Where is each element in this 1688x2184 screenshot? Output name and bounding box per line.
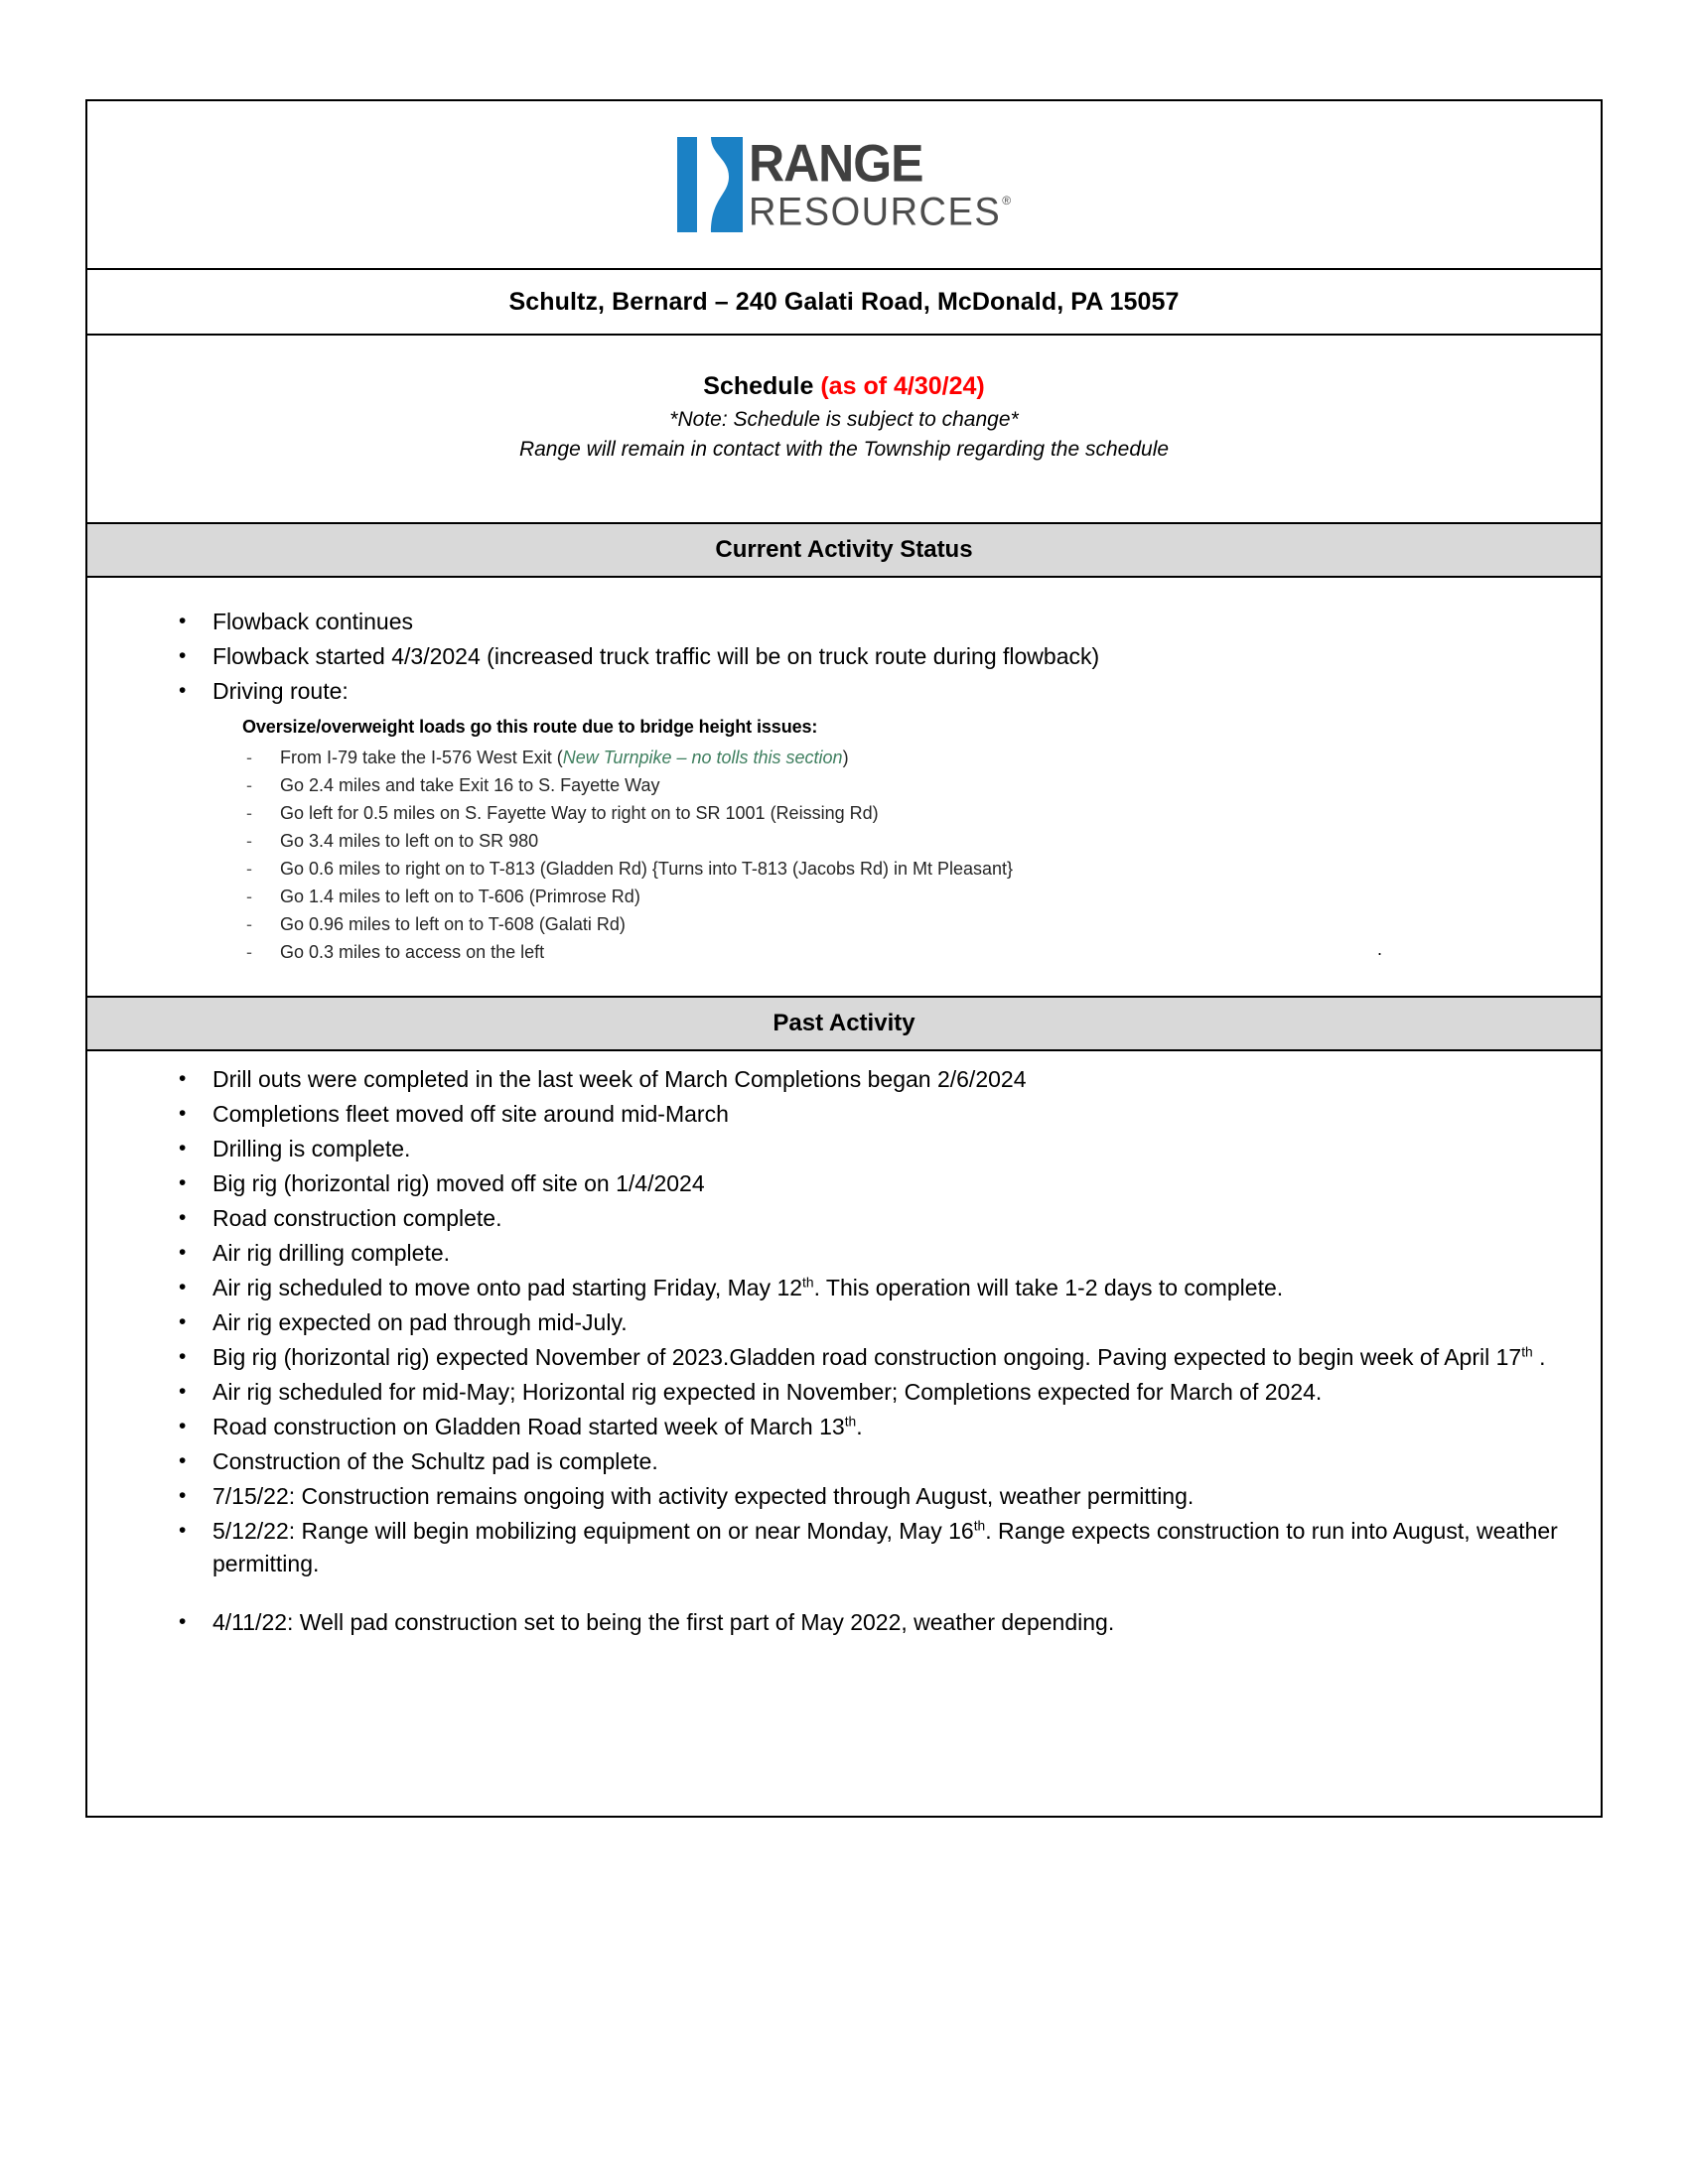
bullet-text-tail: .: [1532, 1344, 1546, 1370]
route-step-text: Go left for 0.5 miles on S. Fayette Way to right on to SR 1001 (Reissing Rd): [280, 803, 879, 823]
bullet-text: Air rig scheduled for mid-May; Horizontal rig expected in November; Completions expected for March of 2024.: [212, 1379, 1323, 1405]
list-item: [127, 1133, 1561, 1165]
bullet-text: 7/15/22: Construction remains ongoing with activity expected through August, weather permitting.: [212, 1483, 1195, 1509]
schedule-note-2: Range will remain in contact with the Township regarding the schedule: [518, 438, 1170, 461]
bullet-text-tail: .: [856, 1414, 863, 1439]
bullet-text: Completions fleet moved off site around mid-March: [212, 1101, 729, 1127]
bullet-text: Construction of the Schultz pad is complete.: [212, 1448, 658, 1474]
schedule-row: [87, 336, 1601, 524]
route-step: [242, 855, 1561, 883]
range-r-mark-icon: [677, 137, 743, 232]
route-step-text: Go 3.4 miles to left on to SR 980: [280, 831, 539, 851]
driving-route-block: [242, 714, 1561, 966]
range-resources-logo: [677, 133, 1012, 234]
driving-route-heading: Oversize/overweight loads go this route due to bridge height issues:: [242, 717, 818, 737]
list-item: [127, 1515, 1561, 1580]
list-item: • Flowback continues: [127, 606, 1561, 638]
driving-route-step-list: [242, 744, 1561, 966]
bullet-text-tail: . Range expects construction to run into August, weather permitting.: [212, 1518, 1558, 1576]
route-step-emphasis: New Turnpike – no tolls this section: [562, 748, 843, 767]
current-activity-body: [87, 578, 1601, 998]
route-step-text: Go 0.96 miles to left on to T-608 (Galati Rd): [280, 914, 626, 934]
registered-trademark-icon: ®: [1002, 194, 1012, 207]
route-step-text: Go 1.4 miles to left on to T-606 (Primrose Rd): [280, 887, 640, 906]
bullet-text: Air rig drilling complete.: [212, 1240, 451, 1266]
list-item: [127, 1445, 1561, 1478]
bullet-text: Big rig (horizontal rig) expected November of 2023.Gladden road construction ongoing. Paving expected to begin week of April 17: [212, 1344, 1522, 1370]
past-activity-body: [87, 1051, 1601, 1816]
list-item: [127, 1202, 1561, 1235]
schedule-label: Schedule: [703, 372, 821, 400]
route-step-text: Go 0.6 miles to right on to T-813 (Gladden Rd) {Turns into T-813 (Jacobs Rd) in Mt Pleasant}: [280, 859, 1014, 879]
stray-period-mark: .: [1376, 939, 1382, 959]
route-step: [242, 827, 1561, 855]
route-step-text: Go 2.4 miles and take Exit 16 to S. Fayette Way: [280, 775, 660, 795]
list-item: [127, 1167, 1561, 1200]
bullet-text-tail: . This operation will take 1-2 days to complete.: [813, 1275, 1284, 1300]
logo-resources-text: RESOURCES: [748, 190, 1002, 234]
current-activity-header-text: Current Activity Status: [715, 536, 973, 563]
bullet-text: 5/12/22: Range will begin mobilizing equipment on or near Monday, May 16: [212, 1518, 974, 1544]
logo-range-text: RANGE: [748, 133, 923, 194]
bullet-text: Road construction on Gladden Road started week of March 13: [212, 1414, 845, 1439]
route-step: [242, 883, 1561, 910]
list-item: [127, 1376, 1561, 1409]
schedule-note-1: *Note: Schedule is subject to change*: [669, 408, 1019, 431]
route-step-text: Go 0.3 miles to access on the left: [280, 942, 545, 962]
route-step: [242, 938, 1561, 966]
document-table: [85, 99, 1603, 1818]
ordinal-suffix: th: [802, 1275, 814, 1291]
list-item: • Driving route:: [127, 675, 1561, 708]
logo-row: [87, 101, 1601, 270]
route-step-text-tail: ): [842, 748, 849, 767]
list-item: • Flowback started 4/3/2024 (increased truck traffic will be on truck route during flowback): [127, 640, 1561, 673]
ordinal-suffix: th: [1521, 1344, 1533, 1360]
page-title: Schultz, Bernard – 240 Galati Road, McDonald, PA 15057: [508, 287, 1180, 316]
bullet-text: Road construction complete.: [212, 1205, 502, 1231]
route-step: [242, 744, 1561, 771]
list-item: [127, 1341, 1561, 1374]
title-row: [87, 270, 1601, 336]
list-item: [127, 1098, 1561, 1131]
route-step: [242, 910, 1561, 938]
past-activity-header-text: Past Activity: [773, 1010, 915, 1036]
past-activity-header: [87, 998, 1601, 1051]
list-item: [127, 1306, 1561, 1339]
logo-wordmark: [748, 133, 1012, 234]
past-activity-bullet-list: [127, 1063, 1561, 1639]
schedule-heading: [87, 371, 1601, 401]
current-activity-bullet-list: [127, 606, 1561, 708]
list-item: [127, 1237, 1561, 1270]
current-activity-header: [87, 524, 1601, 578]
bullet-text: Drilling is complete.: [212, 1136, 411, 1161]
route-step: [242, 771, 1561, 799]
route-step: [242, 799, 1561, 827]
list-item: [127, 1411, 1561, 1443]
schedule-as-of-date: (as of 4/30/24): [820, 372, 985, 400]
list-item: [127, 1272, 1561, 1304]
ordinal-suffix: th: [973, 1518, 986, 1534]
bullet-text: 4/11/22: Well pad construction set to being the first part of May 2022, weather depending.: [212, 1609, 1115, 1635]
list-item: [127, 1063, 1561, 1096]
ordinal-suffix: th: [844, 1414, 857, 1430]
bullet-text: Drill outs were completed in the last week of March Completions began 2/6/2024: [212, 1066, 1027, 1092]
list-item: [127, 1606, 1561, 1639]
route-step-text: From I-79 take the I-576 West Exit (: [280, 748, 563, 767]
list-item: [127, 1480, 1561, 1513]
bullet-text: Air rig scheduled to move onto pad starting Friday, May 12: [212, 1275, 803, 1300]
bullet-text: Air rig expected on pad through mid-July.: [212, 1309, 628, 1335]
bullet-text: Big rig (horizontal rig) moved off site on 1/4/2024: [212, 1170, 705, 1196]
